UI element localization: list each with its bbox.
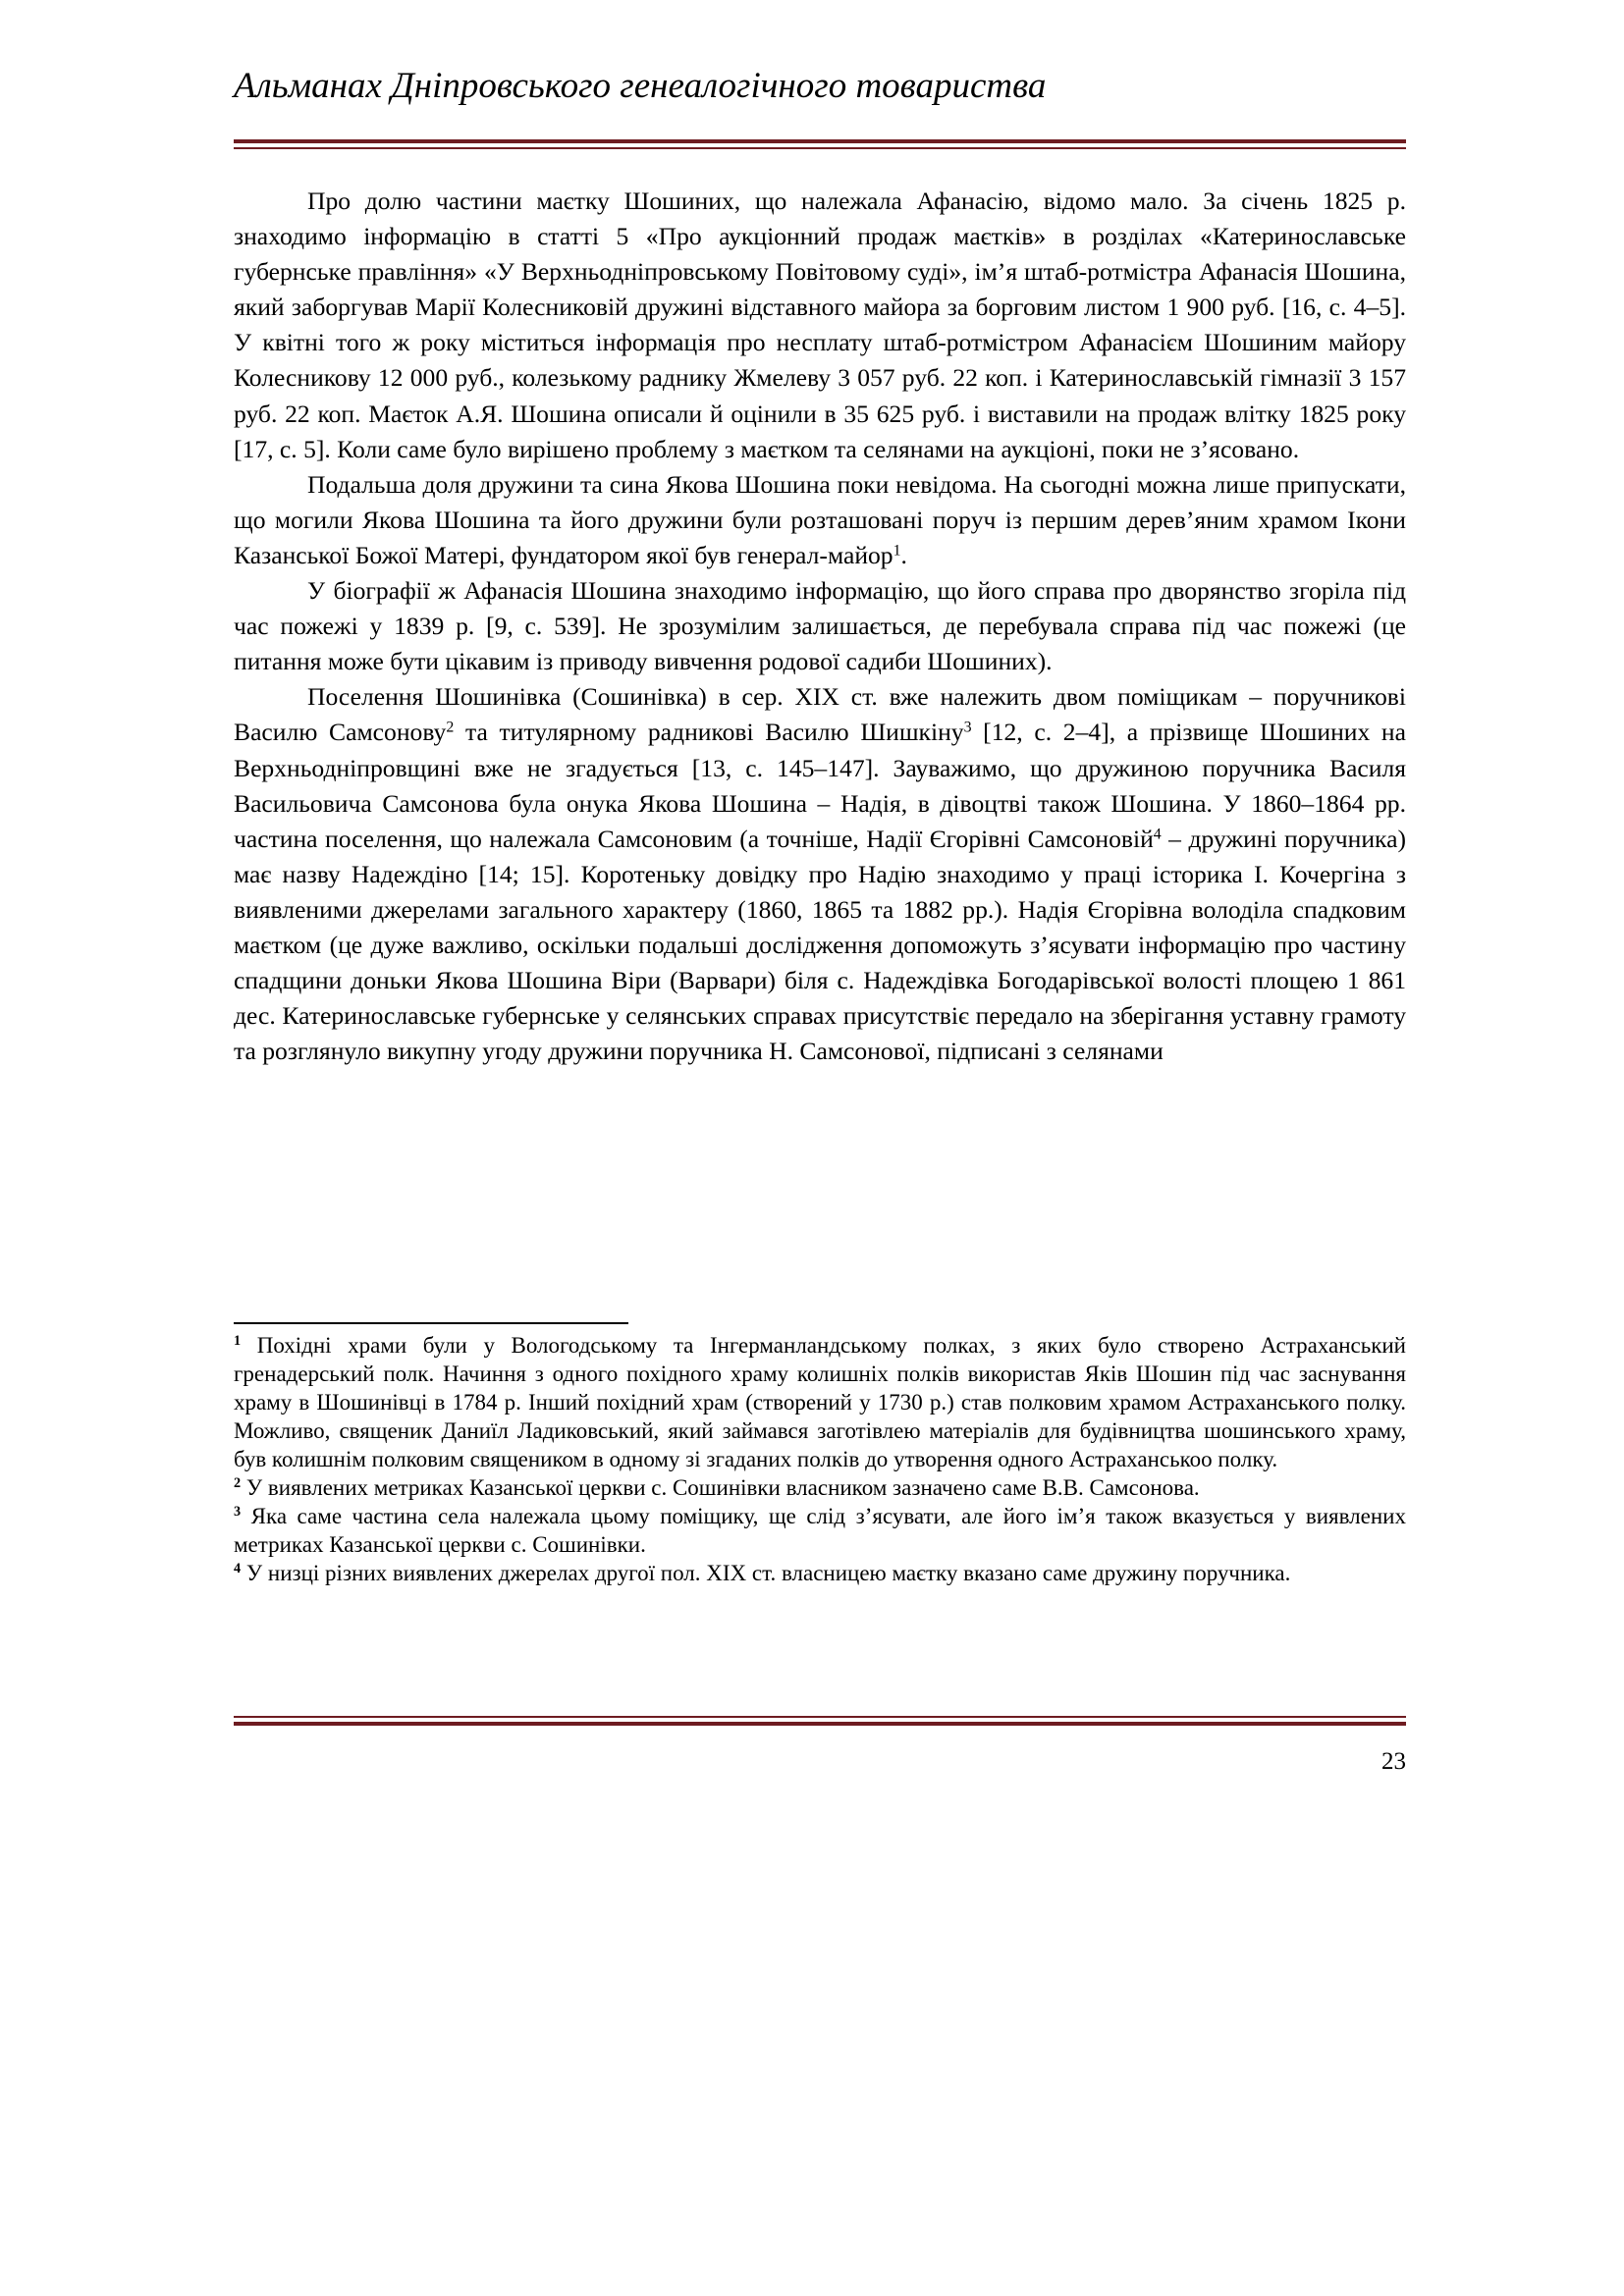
header-rule-bottom: [234, 147, 1406, 149]
footnote: [234, 1559, 1406, 1587]
paragraph: [234, 184, 1406, 467]
journal-title: Альманах Дніпровського генеалогічного товариства: [234, 66, 1047, 106]
paragraph: [234, 467, 1406, 573]
footnote-number: 3: [234, 1504, 242, 1521]
footnote-text: У низці різних виявлених джерелах другої пол. XIX ст. власницею маєтку вказано саме дружину поручника.: [241, 1561, 1291, 1585]
paragraph-text: У біографії ж Афанасія Шошина знаходимо інформацію, що його справа про дворянство згоріла під час пожежі у 1839 р. [9, с. 539]. Не зрозумілим залишається, де перебувала справа під час пожежі (це питання може бути цікавим із приводу вивчення родової садиби Шошиних).: [234, 576, 1406, 676]
footnote-ref[interactable]: 1: [893, 542, 901, 560]
page-number: 23: [1381, 1748, 1406, 1775]
footnotes: [234, 1331, 1406, 1587]
paragraph-text: та титулярному радникові Василю Шишкіну: [454, 718, 964, 747]
paragraph-text: – дружині поручника) має назву Надеждіно [14; 15]. Коротеньку довідку про Надію знаходимо у праці історика І. Кочергіна з виявленими джерелами загального характеру (1860, 1865 та 1882 рр.). Надія Єгорівна володіла спадковим маєтком (це дуже важливо, оскільки подальші дослідження допоможуть з’ясувати інформацію про частину спадщини доньки Якова Шошина Віри (Варвари) біля с. Надеждівка Богодарівської волості площею 1 861 дес. Катеринославське губернське у селянських справах присутствіє передало на зберігання уставну грамоту та розглянуло викупну угоду дружини поручника Н. Самсонової, підписані з селянами: [234, 824, 1406, 1066]
paragraph-text: Поселення Шошинівка (Сошинівка) в сер. XIX ст. вже належить двом поміщикам – поручникові Василю Самсонову: [234, 682, 1406, 747]
article-body: [234, 184, 1406, 1069]
footnote: [234, 1502, 1406, 1559]
footnote-ref[interactable]: 2: [446, 719, 455, 736]
footnote-number: 1: [234, 1333, 242, 1350]
footer-rule-bottom: [234, 1722, 1406, 1726]
footnote-ref[interactable]: 3: [963, 719, 972, 736]
footnote-ref[interactable]: 4: [1153, 825, 1162, 842]
paragraph-text: Подальша доля дружини та сина Якова Шошина поки невідома. На сьогодні можна лише припускати, що могили Якова Шошина та його дружини були розташовані поруч із першим дерев’яним храмом Ікони Казанської Божої Матері, фундатором якої був генерал-майор: [234, 469, 1406, 569]
paragraph: [234, 573, 1406, 679]
footnote-number: 2: [234, 1475, 242, 1492]
footer-rule-top: [234, 1716, 1406, 1718]
paragraph-tail: .: [900, 540, 907, 569]
footnote: [234, 1331, 1406, 1473]
paragraph-text: Про долю частини маєтку Шошиних, що належала Афанасію, відомо мало. За січень 1825 р. знаходимо інформацію в статті 5 «Про аукціонний продаж маєтків» в розділах «Катеринославське губернське правління» «У Верхньодніпровському Повітовому суді», ім’я штаб-ротмістра Афанасія Шошина, який заборгував Марії Колесниковій дружині відставного майора за борговим листом 1 900 руб. [16, с. 4–5]. У квітні того ж року міститься інформація про несплату штаб-ротмістром Афанасієм Шошиним майору Колесникову 12 000 руб., колезькому раднику Жмелеву 3 057 руб. 22 коп. і Катеринославській гімназії 3 157 руб. 22 коп. Маєток А.Я. Шошина описали й оцінили в 35 625 руб. і виставили на продаж влітку 1825 року [17, с. 5]. Коли саме було вирішено проблему з маєтком та селянами на аукціоні, поки не з’ясовано.: [234, 187, 1406, 463]
footnote-number: 4: [234, 1561, 242, 1577]
footnote-text: У виявлених метриках Казанської церкви с. Сошинівки власником зазначено саме В.В. Самсонова.: [241, 1475, 1200, 1500]
footnote: [234, 1473, 1406, 1502]
footnote-text: Яка саме частина села належала цьому поміщику, ще слід з’ясувати, але його ім’я також вказується у виявлених метриках Казанської церкви с. Сошинівки.: [234, 1504, 1406, 1557]
paragraph-text: [12, с. 2–4], а прізвище Шошиних на Верхньодніпровщині вже не згадується [13, с. 145–147]. Зауважимо, що дружиною поручника Василя Васильовича Самсонова була онука Якова Шошина – Надія, в дівоцтві також Шошина. У 1860–1864 рр. частина поселення, що належала Самсоновим (а точніше, Надії Єгорівні Самсоновій: [234, 718, 1406, 853]
footnote-text: Похідні храми були у Вологодському та Інгерманландському полках, з яких було створено Астраханський гренадерський полк. Начиння з одного похідного храму колишніх полків використав Яків Шошин під час заснування храму в Шошинівці в 1784 р. Інший похідний храм (створений у 1730 р.) став полковим храмом Астраханського полку. Можливо, священик Даниїл Ладиковський, який займався заготівлею матеріалів для будівництва шошинського храму, був колишнім полковим священиком в одному зі згаданих полків до утворення одного Астраханськоо полку.: [234, 1333, 1406, 1471]
header-rule-top: [234, 139, 1406, 143]
footnote-separator: [234, 1322, 628, 1324]
paragraph: [234, 679, 1406, 1069]
